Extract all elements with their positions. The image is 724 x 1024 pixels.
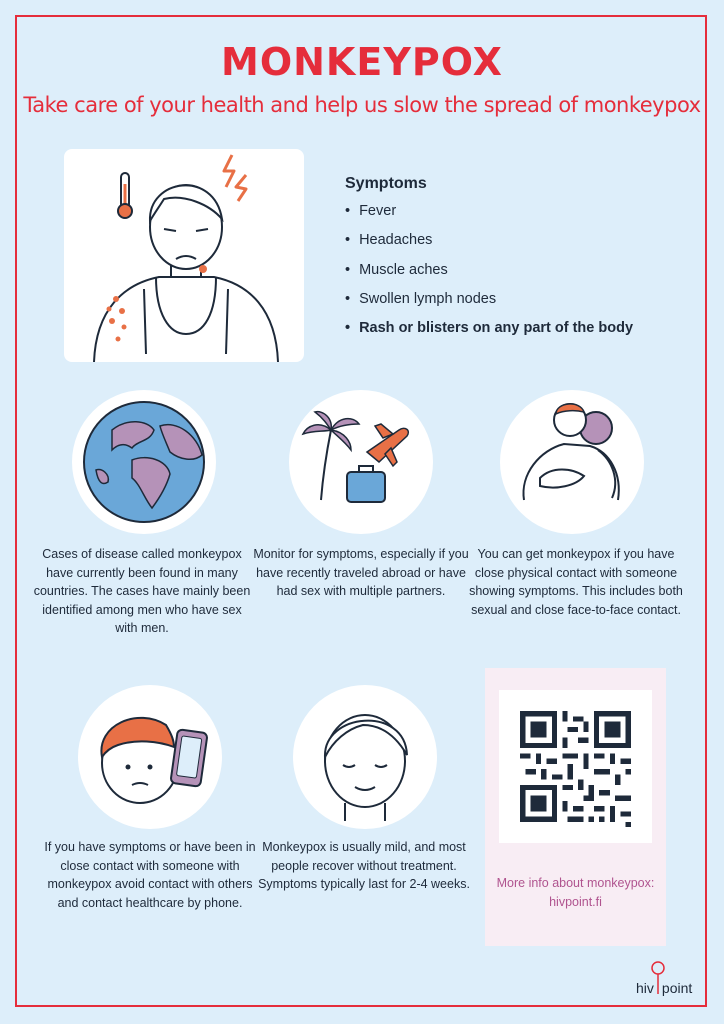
more-info-text	[485, 874, 666, 911]
palm-and-plane-icon	[289, 390, 433, 534]
more-info-link[interactable]: hivpoint.fi	[549, 894, 602, 909]
symptom-item: • Swollen lymph nodes	[345, 291, 633, 320]
symptoms-list	[345, 175, 633, 349]
info-text-cases: Cases of disease called monkeypox have currently been found in many countries. The cases have mainly been identified among men who have sex with men.	[33, 547, 251, 635]
calm-face-icon	[293, 685, 437, 829]
phone-call-illustration	[78, 685, 222, 829]
sick-person-icon	[64, 149, 304, 362]
calm-face-illustration	[293, 685, 437, 829]
globe-icon	[72, 390, 216, 534]
info-text-monitor: Monitor for symptoms, especially if you have recently traveled abroad or have had sex with multiple partners.	[253, 547, 469, 598]
globe-illustration	[72, 390, 216, 534]
hivpoint-logo	[636, 960, 698, 996]
symptoms-heading: Symptoms	[345, 175, 427, 192]
info-text-mild: Monkeypox is usually mild, and most people recover without treatment. Symptoms typically last for 2-4 weeks.	[258, 840, 470, 891]
more-info-label: More info about monkeypox:	[496, 876, 655, 890]
qr-code[interactable]	[499, 690, 652, 843]
symptom-item: • Rash or blisters on any part of the body	[345, 320, 633, 349]
person-on-phone-icon	[78, 685, 222, 829]
symptom-item: • Headaches	[345, 232, 633, 261]
more-info-box	[485, 668, 666, 946]
logo-text	[636, 980, 692, 996]
logo-text-point: point	[661, 980, 693, 996]
symptom-item: • Fever	[345, 203, 633, 232]
page-subtitle: Take care of your health and help us slow the spread of monkeypox	[23, 93, 701, 117]
travel-illustration	[289, 390, 433, 534]
hugging-people-icon	[500, 390, 644, 534]
info-text-contact: You can get monkeypox if you have close physical contact with someone showing symptoms. This includes both sexual and close face-to-face contact.	[469, 547, 683, 617]
page-title: MONKEYPOX	[221, 40, 503, 84]
logo-text-hiv: hiv	[636, 980, 654, 996]
hug-illustration	[500, 390, 644, 534]
qr-code-icon	[499, 690, 652, 843]
symptoms-illustration-card	[64, 149, 304, 362]
symptom-item: • Muscle aches	[345, 262, 633, 291]
info-text-symptoms-contact: If you have symptoms or have been in close contact with someone with monkeypox avoid contact with others and contact healthcare by phone.	[44, 840, 256, 910]
